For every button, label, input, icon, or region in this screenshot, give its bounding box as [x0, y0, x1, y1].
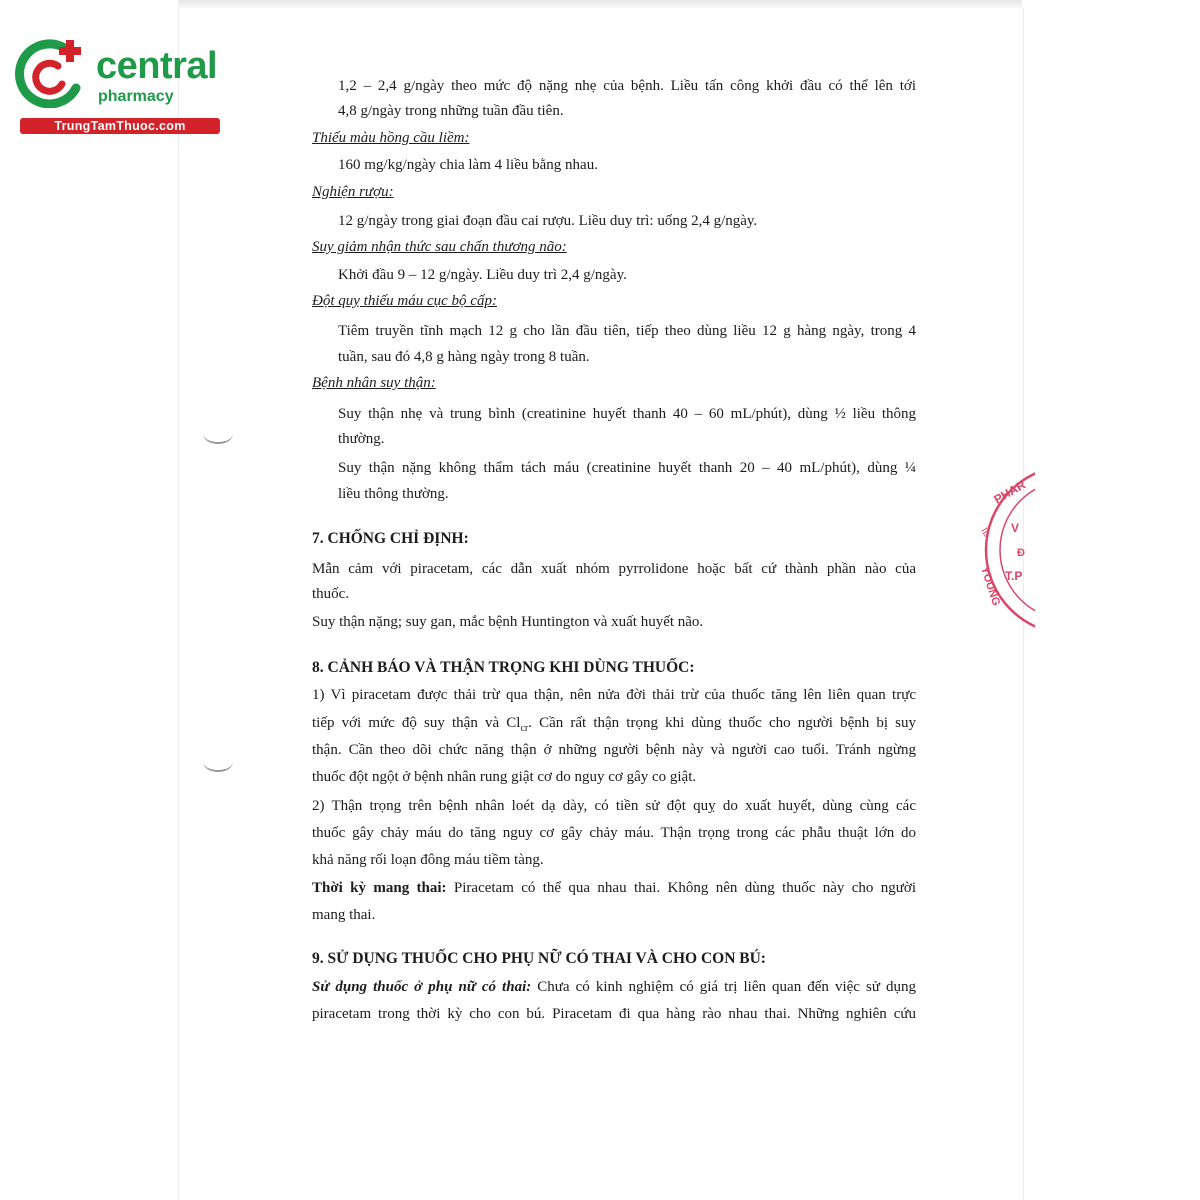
breastfeeding-text-line: piracetam trong thời kỳ cho con bú. Piracetam đi qua hàng rào nhau thai. Những nghiên cứu [312, 1006, 916, 1022]
document-body [312, 0, 916, 1200]
dosage-text-line: tuần, sau đó 4,8 g hàng ngày trong 8 tuần. [338, 349, 590, 365]
contraindication-text-line: Mẫn cảm với piracetam, các dẫn xuất nhóm pyrrolidone hoặc bất cứ thành phần nào của [312, 561, 916, 577]
pharmacy-cross-logo-icon [10, 38, 90, 108]
central-pharmacy-logo [10, 38, 218, 138]
dosage-text-line: Suy thận nhẹ và trung bình (creatinine huyết thanh 40 – 60 mL/phút), dùng ½ liều thông [338, 406, 916, 422]
logo-brand-text: central [96, 45, 218, 87]
pregnancy-text-line [312, 875, 916, 902]
dosage-text-line: 12 g/ngày trong giai đoạn đầu cai rượu. Liều duy trì: uống 2,4 g/ngày. [338, 213, 758, 229]
warning-text-line: 2) Thận trọng trên bệnh nhân loét dạ dày, có tiền sử đột quỵ do xuất huyết, dùng cùng các [312, 798, 916, 814]
pregnancy-label: Thời kỳ mang thai: [312, 880, 447, 896]
punch-hole-lower [203, 752, 233, 772]
warning-text-segment: tiếp với mức độ suy thận và Cl [312, 715, 521, 731]
stamp-text-top: PHAR [991, 477, 1028, 507]
dosage-text-line: thường. [338, 431, 385, 447]
alcoholism-heading: Nghiện rượu: [312, 184, 394, 200]
pregnancy-text-line: mang thai. [312, 907, 376, 923]
stamp-text-mid-2: T.P [1005, 569, 1023, 583]
clearance-subscript: cr [520, 723, 529, 734]
punch-hole-upper [203, 424, 233, 444]
warning-text-line: thuốc gây chảy máu do tăng nguy cơ gây chảy máu. Thận trọng trong các phẫu thuật lớn do [312, 825, 916, 841]
section-8-title: 8. CẢNH BÁO VÀ THẬN TRỌNG KHI DÙNG THUỐC: [312, 659, 695, 676]
breastfeeding-text-segment: Chưa có kinh nghiệm có giá trị liên quan đến việc sử dụng [531, 979, 916, 995]
warning-text-line [312, 710, 916, 737]
dosage-text-line: Tiêm truyền tĩnh mạch 12 g cho lần đầu tiên, tiếp theo dùng liều 12 g hàng ngày, trong 4 [338, 323, 916, 339]
section-7-title: 7. CHỐNG CHỈ ĐỊNH: [312, 530, 469, 547]
logo-site-banner: TrungTamThuoc.com [20, 118, 220, 134]
red-stamp [975, 472, 1035, 632]
stamp-seal-icon [975, 472, 1035, 632]
stamp-text-left: YOUNG [978, 565, 1003, 608]
warning-text-line: 1) Vì piracetam được thải trừ qua thận, nên nửa đời thải trừ của thuốc tăng lên liên quan trực [312, 687, 916, 703]
dosage-text-line: 1,2 – 2,4 g/ngày theo mức độ nặng nhẹ của bệnh. Liều tấn công khởi đầu có thể lên tới [338, 78, 916, 94]
warning-text-line: thận. Cần theo dõi chức năng thận ở những người bệnh này và người cao tuổi. Tránh ngừng [312, 742, 916, 758]
stamp-text-edge: IL [978, 526, 993, 539]
contraindication-text-line: thuốc. [312, 586, 350, 602]
stamp-text-mid-1: V [1011, 521, 1020, 535]
dosage-text-line: liều thông thường. [338, 486, 449, 502]
pregnancy-text-segment: Piracetam có thể qua nhau thai. Không nên dùng thuốc này cho người [446, 880, 917, 896]
dosage-text-line: Khởi đầu 9 – 12 g/ngày. Liều duy trì 2,4 g/ngày. [338, 267, 627, 283]
acute-stroke-heading: Đột quỵ thiếu máu cục bộ cấp: [312, 293, 497, 309]
dosage-text-line: 4,8 g/ngày trong những tuần đầu tiên. [338, 103, 564, 119]
dosage-text-line: Suy thận nặng không thẩm tách máu (creatinine huyết thanh 20 – 40 mL/phút), dùng ¼ [338, 460, 916, 476]
renal-patients-heading: Bệnh nhân suy thận: [312, 375, 436, 391]
warning-text-line: thuốc đột ngột ở bệnh nhân rung giật cơ do nguy cơ gây co giật. [312, 769, 697, 785]
section-9-title: 9. SỬ DỤNG THUỐC CHO PHỤ NỮ CÓ THAI VÀ CHO CON BÚ: [312, 950, 766, 967]
stamp-text-mid-3: Đ [1017, 547, 1025, 559]
logo-tagline: pharmacy [98, 88, 174, 105]
breastfeeding-text-line [312, 974, 916, 1001]
cognitive-impairment-heading: Suy giảm nhận thức sau chấn thương não: [312, 239, 567, 255]
pregnant-use-label: Sử dụng thuốc ở phụ nữ có thai: [312, 979, 532, 995]
warning-text-line: khả năng rối loạn đông máu tiềm tàng. [312, 852, 544, 868]
warning-text-segment: . Cần rất thận trọng khi dùng thuốc cho người bệnh bị suy [528, 715, 917, 731]
contraindication-text-line: Suy thận nặng; suy gan, mắc bệnh Huntington và xuất huyết não. [312, 614, 704, 630]
sickle-cell-heading: Thiếu màu hồng cầu liềm: [312, 130, 470, 146]
dosage-text-line: 160 mg/kg/ngày chia làm 4 liều bằng nhau. [338, 157, 598, 173]
